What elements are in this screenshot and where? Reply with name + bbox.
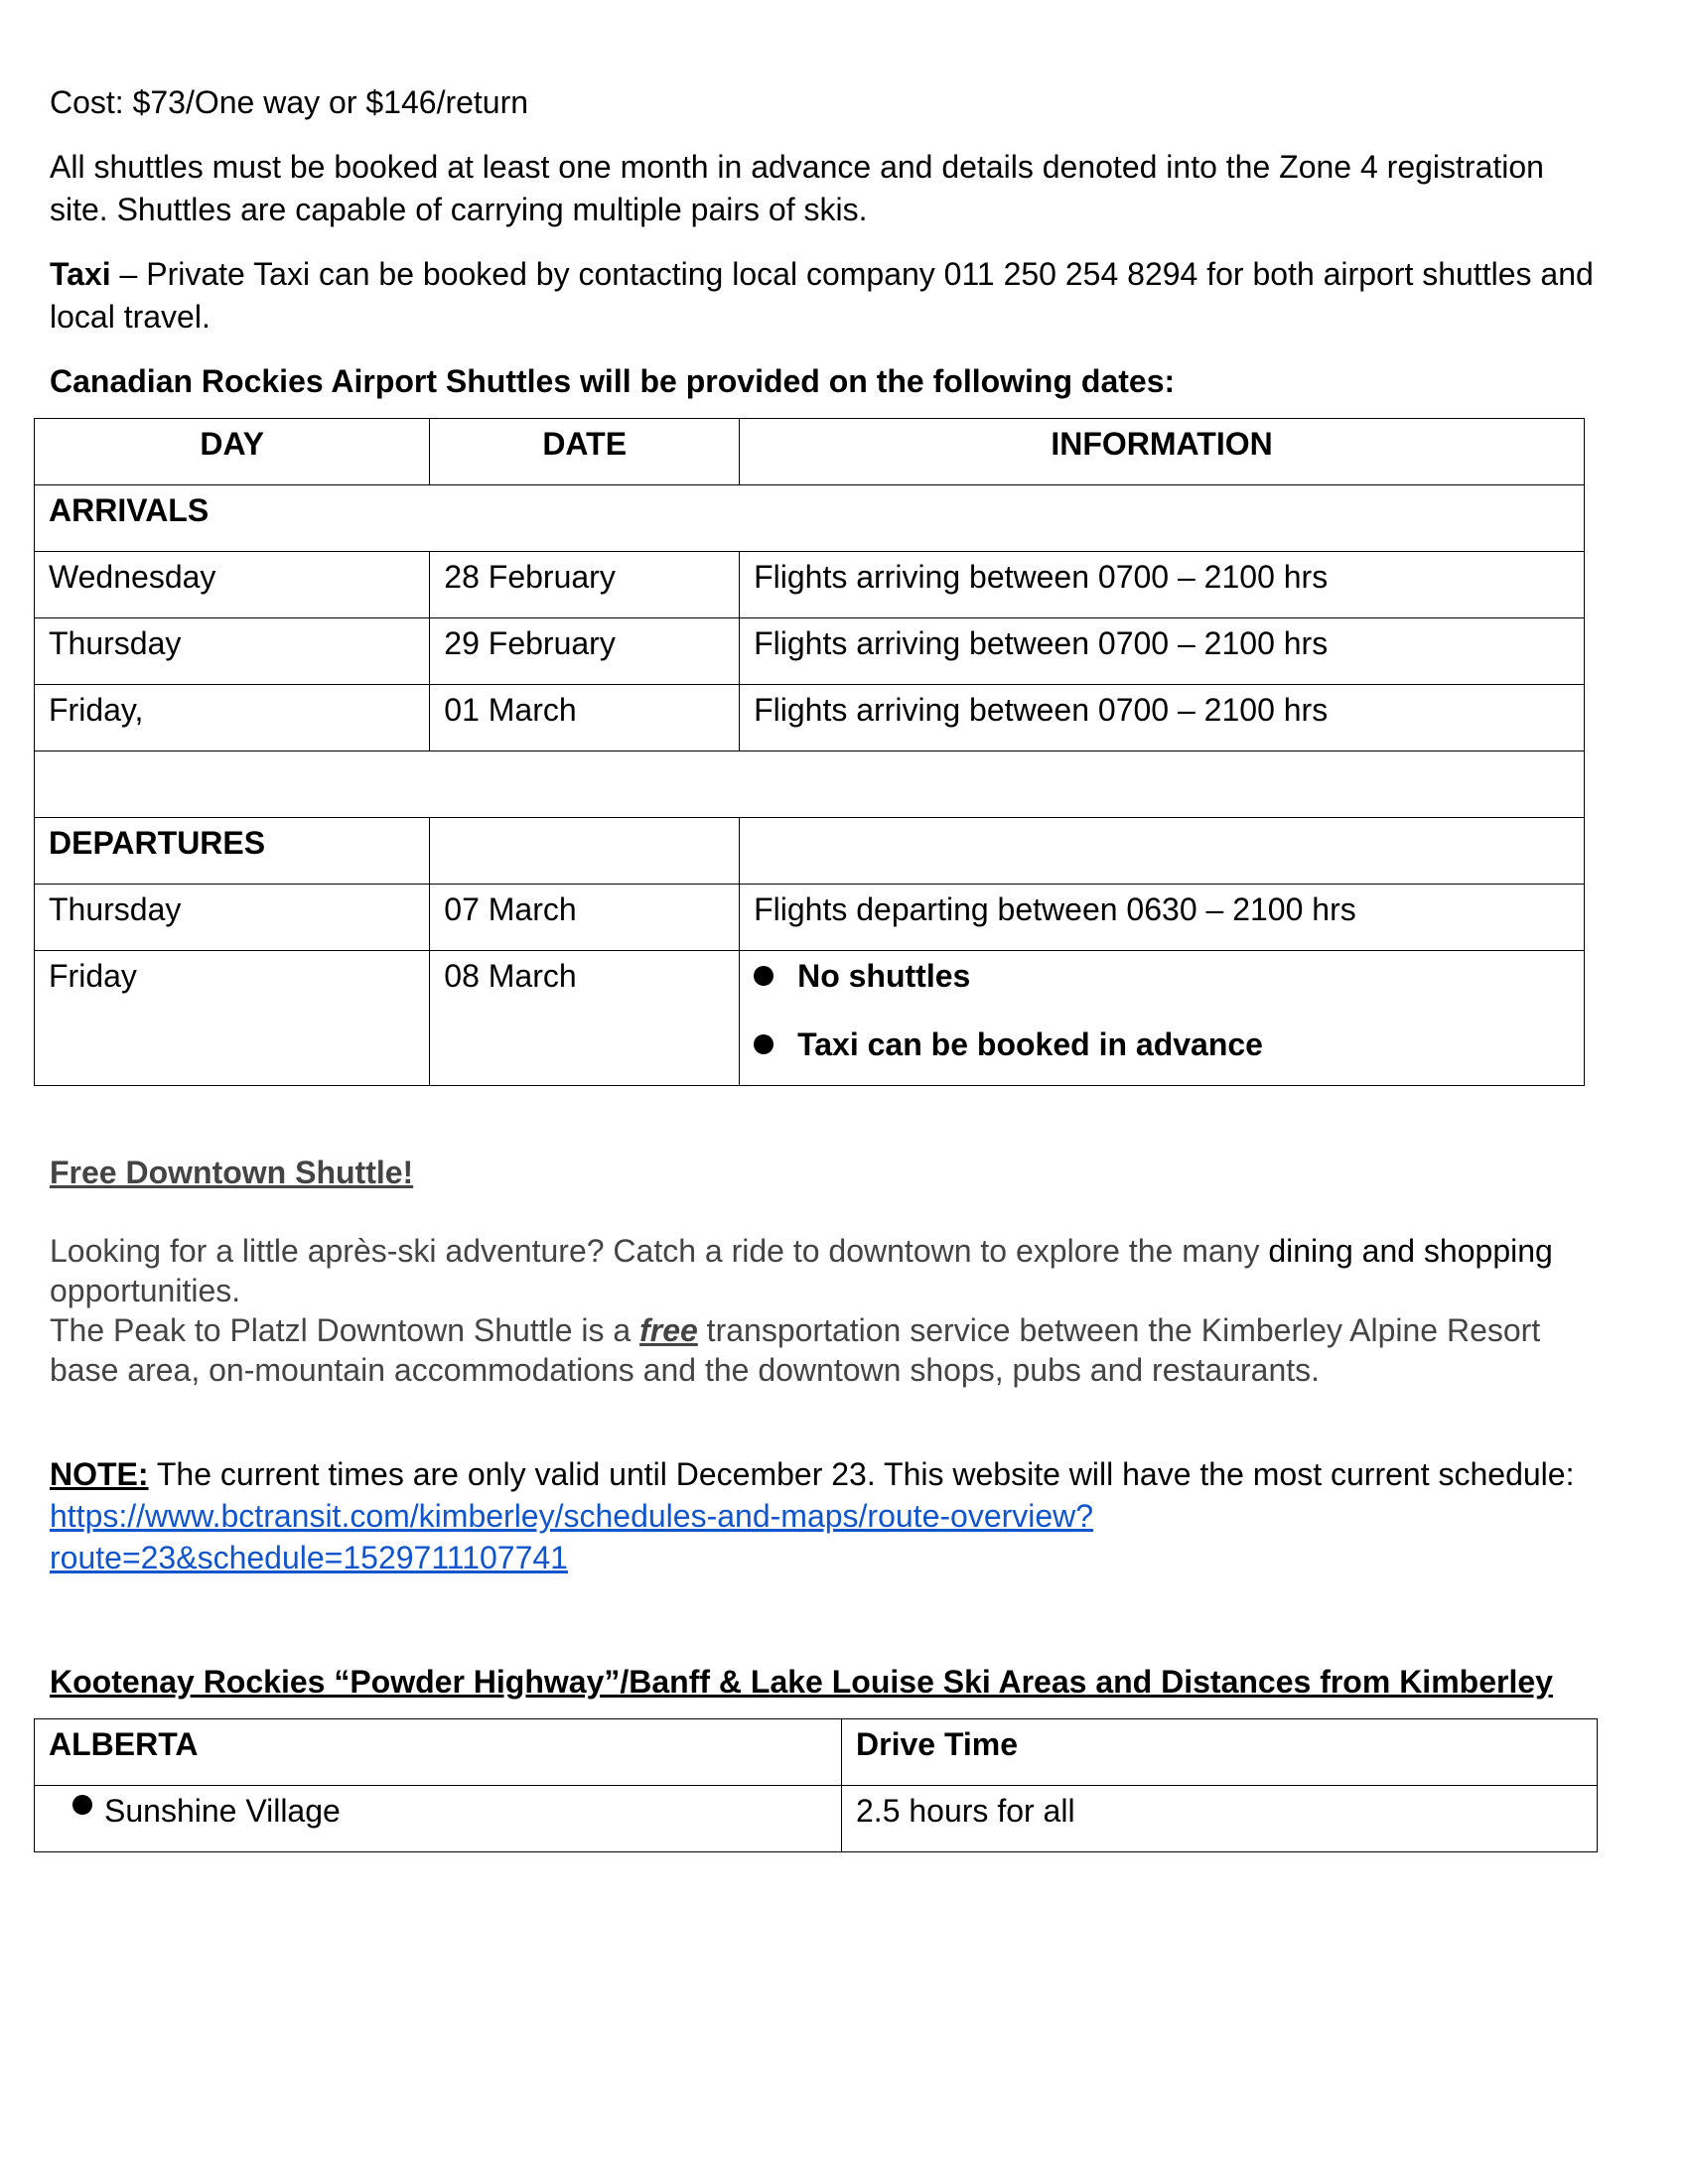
table-row: [35, 685, 1585, 751]
row-date: 29 February: [430, 618, 740, 685]
row-date: 07 March: [430, 885, 740, 951]
downtown-line2b: transportation service between the Kimberley Alpine Resort base area, on-mountain accommodations and the downtown shops, pubs and restaurants.: [50, 1312, 1541, 1388]
ski-areas-table: [34, 1718, 1598, 1852]
arrivals-label: ARRIVALS: [35, 485, 1585, 552]
header-day: DAY: [35, 419, 430, 485]
taxi-label: Taxi: [50, 256, 111, 292]
header-date: DATE: [430, 419, 740, 485]
taxi-paragraph: [50, 253, 1599, 339]
downtown-line2a: The Peak to Platzl Downtown Shuttle is a: [50, 1312, 640, 1348]
departures-section-row: [35, 818, 1585, 885]
row-day: Friday,: [35, 685, 430, 751]
departures-label: DEPARTURES: [35, 818, 430, 885]
row-day: Thursday: [35, 618, 430, 685]
arrivals-section-row: [35, 485, 1585, 552]
list-item: [754, 1025, 1570, 1063]
empty-cell: [35, 751, 1585, 818]
row-day: Thursday: [35, 885, 430, 951]
cost-line: Cost: $73/One way or $146/return: [50, 84, 529, 120]
row-info: Flights departing between 0630 – 2100 hrs: [740, 885, 1585, 951]
airport-shuttle-heading: Canadian Rockies Airport Shuttles will be provided on the following dates:: [50, 363, 1176, 399]
table-header-row: [35, 419, 1585, 485]
bullet-icon: [754, 966, 774, 986]
downtown-line1b: dining and shopping: [1268, 1233, 1553, 1269]
row-date: 28 February: [430, 552, 740, 618]
row-day: Friday: [35, 951, 430, 1086]
row-info: [740, 951, 1585, 1086]
header-information: INFORMATION: [740, 419, 1585, 485]
table-row: [35, 885, 1585, 951]
note-label: NOTE:: [50, 1456, 149, 1492]
downtown-line1c: opportunities.: [50, 1273, 241, 1308]
bullet-icon: [754, 1034, 774, 1054]
header-alberta: ALBERTA: [35, 1719, 842, 1786]
taxi-text: – Private Taxi can be booked by contacting local company 011 250 254 8294 for both airport shuttles and local travel.: [50, 256, 1594, 335]
downtown-shuttle-title: Free Downtown Shuttle!: [50, 1155, 414, 1190]
bullet-list: [754, 957, 1570, 1063]
empty-spacer-row: [35, 751, 1585, 818]
downtown-line1a: Looking for a little après-ski adventure? Catch a ride to downtown to explore the many: [50, 1233, 1269, 1269]
note-paragraph: [50, 1453, 1599, 1578]
row-date: 08 March: [430, 951, 740, 1086]
row-day: Wednesday: [35, 552, 430, 618]
schedule-link[interactable]: https://www.bctransit.com/kimberley/schedules-and-maps/route-overview?route=23&schedule=1529711107741: [50, 1498, 1094, 1575]
note-text: The current times are only valid until December 23. This website will have the most current schedule:: [148, 1456, 1575, 1492]
header-drive-time: Drive Time: [842, 1719, 1598, 1786]
drive-time-cell: 2.5 hours for all: [842, 1786, 1598, 1852]
downtown-shuttle-text: [50, 1231, 1599, 1390]
bullet-icon: [72, 1795, 92, 1815]
table-row: [35, 1786, 1598, 1852]
ski-area-name: Sunshine Village: [104, 1793, 341, 1829]
table-row: [35, 552, 1585, 618]
row-info: Flights arriving between 0700 – 2100 hrs: [740, 618, 1585, 685]
free-emphasis: free: [639, 1312, 698, 1348]
empty-cell: [740, 818, 1585, 885]
table-row: [35, 618, 1585, 685]
ski-areas-title: Kootenay Rockies “Powder Highway”/Banff & Lake Louise Ski Areas and Distances from Kimberley: [50, 1664, 1553, 1700]
bullet-text: No shuttles: [797, 958, 971, 994]
ski-area-cell: [35, 1786, 842, 1852]
shuttle-booking-note: All shuttles must be booked at least one month in advance and details denoted into the Zone 4 registration site. Shuttles are capable of carrying multiple pairs of skis.: [50, 149, 1544, 227]
row-date: 01 March: [430, 685, 740, 751]
bullet-text: Taxi can be booked in advance: [797, 1026, 1263, 1062]
row-info: Flights arriving between 0700 – 2100 hrs: [740, 685, 1585, 751]
empty-cell: [430, 818, 740, 885]
row-info: Flights arriving between 0700 – 2100 hrs: [740, 552, 1585, 618]
list-item: [754, 957, 1570, 995]
table-header-row: [35, 1719, 1598, 1786]
document-page: [50, 81, 1599, 1852]
table-row: [35, 951, 1585, 1086]
airport-shuttle-table: [34, 418, 1585, 1086]
